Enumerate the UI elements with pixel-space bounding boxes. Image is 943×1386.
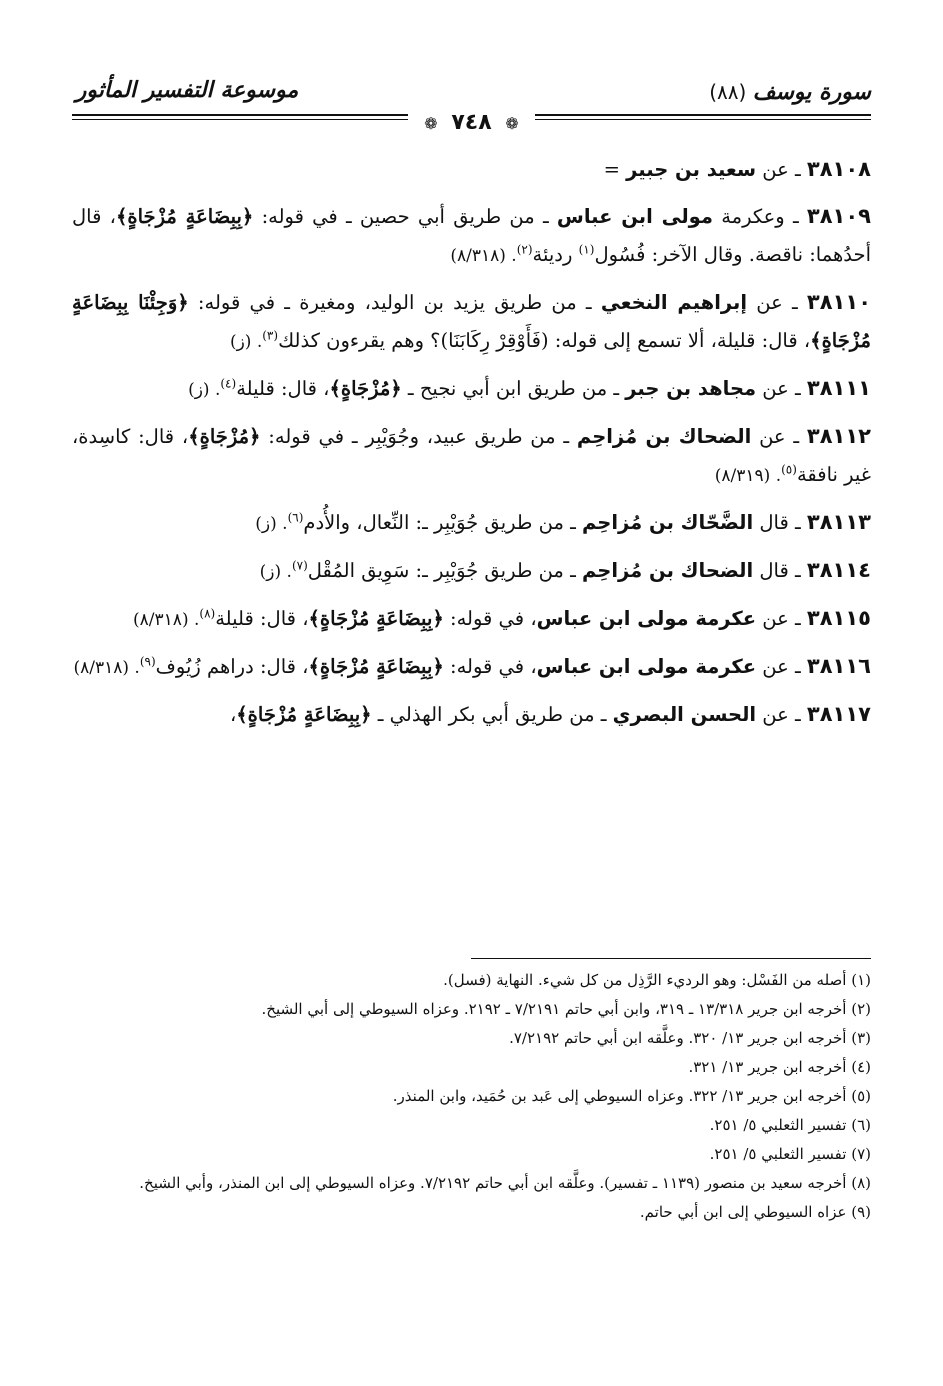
narrator-name: إبراهيم النخعي <box>600 291 748 314</box>
narration-entry <box>72 599 871 639</box>
entry-text: ـ عن <box>747 291 807 314</box>
narration-entry <box>72 417 871 495</box>
entry-text: رديئة <box>532 243 579 266</box>
narration-entry <box>72 283 871 361</box>
narration-entry <box>72 551 871 591</box>
narration-entry <box>72 369 871 409</box>
footnote: (٩) عزاه السيوطي إلى ابن أبي حاتم. <box>639 1203 871 1221</box>
source-ref: . (٨/٣١٩) <box>714 466 782 486</box>
entry-text: ـ من طريق عبيد، وجُوَيْبِر ـ في قوله: <box>260 425 577 448</box>
entry-text: ـ عن <box>756 377 807 400</box>
entry-number: ٣٨١١٠ <box>806 290 872 314</box>
entry-text: ، قال: قليلة <box>236 377 330 400</box>
entry-text: ، قال: قليلة، ألا تسمع إلى قوله: (فَأَوْقِرْ رِكَابَنَا)؟ وهم يقرءون كذلك <box>278 329 811 352</box>
narration-entry <box>72 503 871 543</box>
entry-text: ، قال: كاسِدة، غير نافقة <box>72 425 871 486</box>
entry-text: ـ من طريق جُوَيْبِر ـ: سَوِيق المُقْل <box>307 559 582 582</box>
footnote: (٧) تفسير الثعلبي ٥/ ٢٥١. <box>709 1145 871 1163</box>
footnote-ref: (٥) <box>781 462 797 477</box>
entry-text: ـ من طريق جُوَيْبِر ـ: النِّعال، والأُدم <box>303 511 582 534</box>
page-number-band <box>0 110 943 135</box>
entry-number: ٣٨١٠٨ <box>806 157 871 181</box>
zawaid-mark: . (ز) <box>229 332 263 352</box>
entry-text: ، في قوله: <box>443 607 537 630</box>
footnote: (٨) أخرجه سعيد بن منصور (١١٣٩ ـ تفسير). وعلَّقه ابن أبي حاتم ٧/٢١٩٢. وعزاه السيوطي إلى ابن المنذر، وأبي الشيخ. <box>139 1174 871 1192</box>
entry-text: ، قال: قليلة <box>215 607 309 630</box>
entry-text: ـ عن <box>756 655 807 678</box>
entry-number: ٣٨١١٦ <box>806 654 871 678</box>
entry-text: ـ من طريق ابن أبي نجيح ـ <box>401 377 626 400</box>
narrator-name: سعيد بن جبير <box>626 158 757 181</box>
narrator-name: عكرمة مولى ابن عباس <box>536 655 757 678</box>
entry-number: ٣٨١١٣ <box>806 510 871 534</box>
footnote: (٢) أخرجه ابن جرير ١٣/٣١٨ ـ ٣١٩، وابن أبي حاتم ٧/٢١٩١ ـ ٢١٩٢. وعزاه السيوطي إلى أبي الشيخ. <box>261 1000 871 1018</box>
source-ref: . (٨/٣١٨) <box>133 610 200 630</box>
footnote-ref: (٩) <box>139 654 156 669</box>
footnote-ref: (١) <box>578 242 595 257</box>
book-title: موسوعة التفسير المأثور <box>75 78 299 103</box>
entry-number: ٣٨١١٢ <box>806 424 871 448</box>
entry-text: ـ عن <box>756 607 807 630</box>
sura-number: (٨٨) <box>709 80 747 104</box>
sura-label: سورة يوسف <box>752 80 871 105</box>
quran-quote: ﴿بِبِضَاعَةٍ مُزْجَاةٍ﴾ <box>115 205 254 228</box>
zawaid-mark: . (ز) <box>255 514 288 534</box>
footnote: (٤) أخرجه ابن جرير ١٣/ ٣٢١. <box>688 1058 871 1076</box>
ornament-icon: ❁ <box>505 114 519 133</box>
footnote-divider <box>471 958 871 959</box>
sura-heading <box>631 80 871 105</box>
quran-quote: ﴿مُزْجَاةٍ﴾ <box>188 425 261 448</box>
source-ref: . (٨/٣١٨) <box>450 246 517 266</box>
quran-quote: ﴿مُزْجَاةٍ﴾ <box>329 377 402 400</box>
entry-number: ٣٨١٠٩ <box>806 204 871 228</box>
entry-number: ٣٨١١٤ <box>806 558 871 582</box>
entry-text: ـ وعكرمة <box>712 205 807 228</box>
entry-text: ـ من طريق أبي بكر الهذلي ـ <box>371 703 613 726</box>
narrator-name: الضحاك بن مُزاحِم <box>576 425 752 448</box>
entry-number: ٣٨١١٥ <box>806 606 871 630</box>
narration-entry <box>72 695 871 734</box>
entry-text: ـ قال <box>753 559 807 582</box>
narrator-name: الحسن البصري <box>612 703 757 726</box>
footnote-ref: (٦) <box>287 510 304 525</box>
narration-entry <box>72 150 871 189</box>
quran-quote: ﴿بِبِضَاعَةٍ مُزْجَاةٍ﴾ <box>308 607 444 630</box>
narrator-name: الضحاك بن مُزاحِم <box>582 559 754 582</box>
footnote-ref: (٧) <box>291 558 308 573</box>
page-number-box <box>408 110 534 135</box>
zawaid-mark: . (ز) <box>188 380 221 400</box>
footnote-ref: (٢) <box>516 242 533 257</box>
footnote: (٣) أخرجه ابن جرير ١٣/ ٣٢٠. وعلَّقه ابن أبي حاتم ٧/٢١٩٢. <box>509 1029 871 1047</box>
source-ref: . (٨/٣١٨) <box>73 658 140 678</box>
narrator-name: الضَّحّاك بن مُزاحِم <box>582 511 754 534</box>
quran-quote: ﴿وَجِئْنَا بِبِضَاعَةٍ مُزْجَاةٍ﴾ <box>72 291 871 352</box>
entry-text: ـ عن <box>756 158 807 181</box>
narration-entry <box>72 647 871 687</box>
footnote-ref: (٣) <box>262 328 279 343</box>
quran-quote: ﴿بِبِضَاعَةٍ مُزْجَاةٍ﴾ <box>236 703 372 726</box>
entry-text: ـ من طريق يزيد بن الوليد، ومغيرة ـ في قوله: <box>188 291 601 314</box>
entry-text: ـ عن <box>756 703 807 726</box>
narrator-name: مجاهد بن جبر <box>625 377 757 400</box>
entry-number: ٣٨١١٧ <box>806 702 871 726</box>
entry-text: ، قال أحدُهما: ناقصة. وقال الآخر: فُسُول <box>72 205 871 266</box>
entry-text: ـ قال <box>753 511 807 534</box>
page-number: ٧٤٨ <box>451 110 492 135</box>
entry-text: ، <box>229 703 237 726</box>
narrator-name: مولى ابن عباس <box>556 205 713 228</box>
footnote-ref: (٨) <box>199 606 216 621</box>
entry-text: ، قال: دراهم زُيُوف <box>155 655 309 678</box>
quran-quote: ﴿بِبِضَاعَةٍ مُزْجَاةٍ﴾ <box>308 655 444 678</box>
entry-text: = <box>603 158 627 181</box>
footnote: (٦) تفسير الثعلبي ٥/ ٢٥١. <box>709 1116 871 1134</box>
entry-number: ٣٨١١١ <box>806 376 871 400</box>
footnote-ref: (٤) <box>220 376 237 391</box>
footnotes <box>72 966 871 1227</box>
narrator-name: عكرمة مولى ابن عباس <box>536 607 757 630</box>
narration-entry <box>72 197 871 275</box>
footnote: (٥) أخرجه ابن جرير ١٣/ ٣٢٢. وعزاه السيوطي إلى عَبد بن حُمَيد، وابن المنذر. <box>392 1087 871 1105</box>
narrations-list <box>72 150 871 742</box>
zawaid-mark: . (ز) <box>259 562 292 582</box>
entry-text: ـ من طريق أبي حصين ـ في قوله: <box>253 205 557 228</box>
ornament-icon: ❁ <box>424 114 438 133</box>
footnote: (١) أصله من الفَسْل: وهو الرديء الرَّذِل من كل شيء. النهاية (فسل). <box>443 971 871 989</box>
entry-text: ، في قوله: <box>443 655 537 678</box>
entry-text: ـ عن <box>751 425 807 448</box>
